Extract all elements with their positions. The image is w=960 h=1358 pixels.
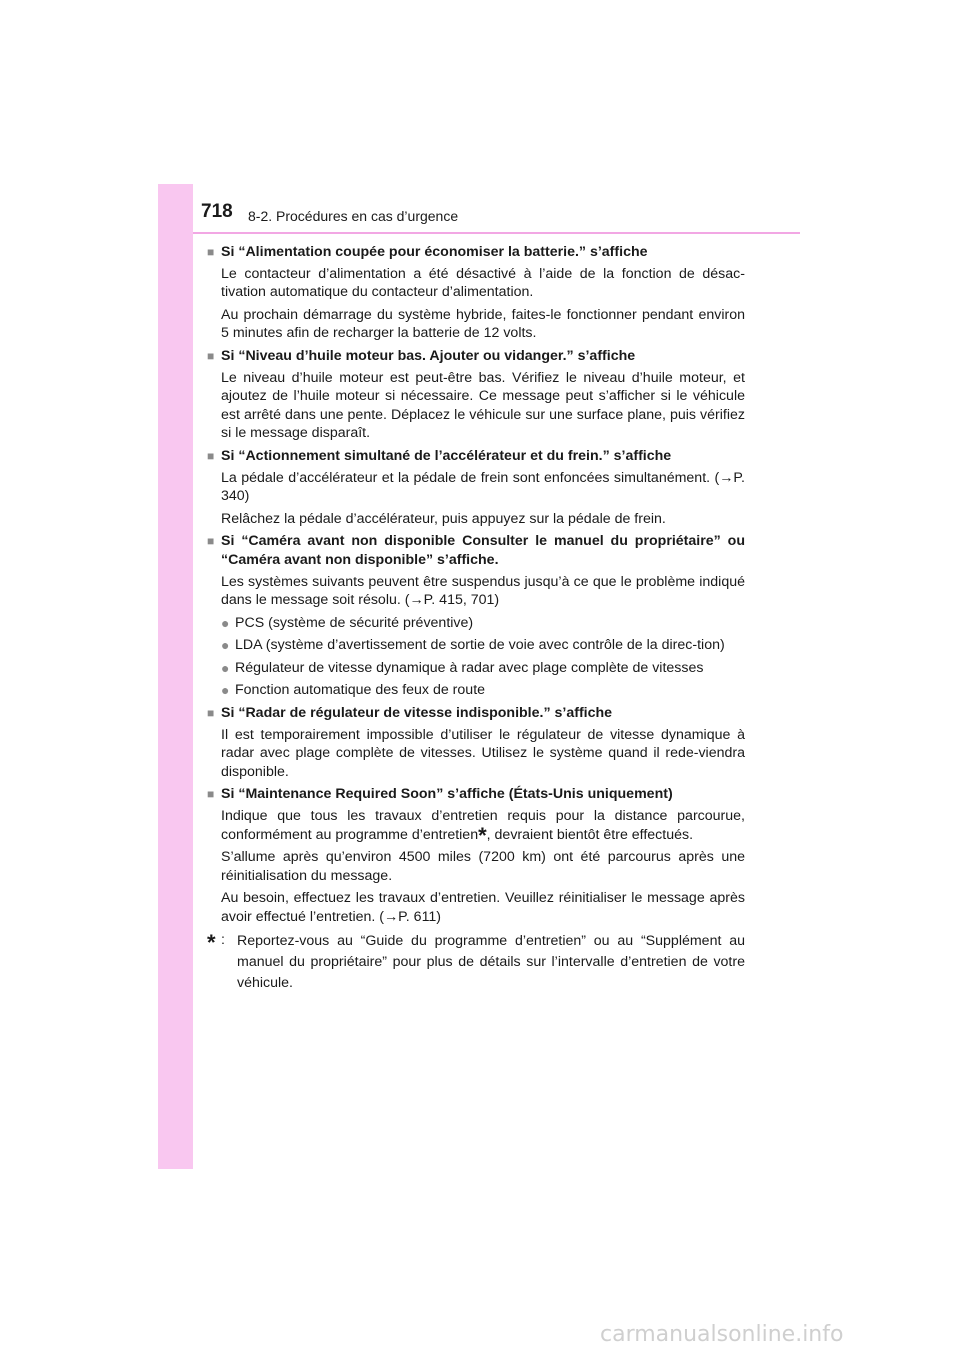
watermark: carmanualsonline.info — [600, 1322, 844, 1347]
section-4 — [207, 532, 745, 700]
round-bullet-icon: ● — [221, 659, 230, 676]
section-heading: Si “Maintenance Required Soon” s’affiche (États-Unis uniquement) — [221, 786, 673, 803]
paragraph: Les systèmes suivants peuvent être suspendus jusqu’à ce que le problème indiqué dans le message soit résolu. (→P. 415, 701) — [221, 573, 745, 609]
paragraph: Indique que tous les travaux d’entretien requis pour la distance parcourue, conformément au programme d’entretien*, devraient bientôt être effectués. — [221, 808, 745, 848]
section-heading: Si “Caméra avant non disponible Consulter le manuel du propriétaire” ou “Caméra avant non disponible” s’affiche. — [221, 533, 745, 568]
section-1 — [207, 243, 745, 343]
square-bullet-icon: ■ — [207, 245, 215, 259]
list-item: ● Régulateur de vitesse dynamique à radar avec plage complète de vitesses — [221, 659, 704, 676]
footnote-text: Reportez-vous au “Guide du programme d’entretien” ou au “Supplément au manuel du propriétaire” pour plus de détails sur l’intervalle d’entretien de votre véhicule. — [237, 932, 745, 991]
list-item: ● LDA (système d’avertissement de sortie de voie avec contrôle de la direc-tion) — [221, 637, 725, 654]
paragraph: Le niveau d’huile moteur est peut-être bas. Vérifiez le niveau d’huile moteur, et ajoutez de l’huile moteur si nécessaire. Ce message peut s’afficher si le véhicule est arrêté dans une pente. Déplacez le véhicule sur une surface plane, puis vérifiez si le message disparaît. — [221, 369, 745, 442]
round-bullet-icon: ● — [221, 637, 230, 654]
round-bullet-icon: ● — [221, 614, 230, 631]
paragraph: S’allume après qu’environ 4500 miles (7200 km) ont été parcourus après une réinitialisation du message. — [221, 849, 745, 884]
list-item: ● PCS (système de sécurité préventive) — [221, 614, 474, 631]
section-heading: Si “Niveau d’huile moteur bas. Ajouter ou vidanger.” s’affiche — [221, 347, 636, 364]
section-5 — [207, 704, 745, 781]
paragraph: Au prochain démarrage du système hybride, faites-le fonctionner pendant environ 5 minutes afin de recharger la batterie de 12 volts. — [221, 306, 745, 342]
footnote-asterisk: * — [478, 822, 487, 848]
section-maintenance — [207, 785, 745, 926]
paragraph: Le contacteur d’alimentation a été désactivé à l’aide de la fonction de désac-tivation automatique du contacteur d’alimentation. — [221, 265, 745, 301]
list-item: ● Fonction automatique des feux de route — [221, 682, 486, 699]
section-title: 8-2. Procédures en cas d’urgence — [248, 208, 459, 224]
paragraph: Il est temporairement impossible d’utiliser le régulateur de vitesse dynamique à radar avec plage complète de vitesses. Utilisez le système quand il rede-viendra disponible. — [221, 726, 745, 780]
section-3 — [207, 447, 745, 528]
section-2 — [207, 347, 745, 443]
page-number: 718 — [201, 201, 233, 222]
square-bullet-icon: ■ — [207, 706, 215, 721]
section-heading: Si “Actionnement simultané de l’accélérateur et du frein.” s’affiche — [221, 447, 672, 464]
footnote-mark: * — [207, 929, 216, 955]
header-divider — [193, 232, 800, 234]
square-bullet-icon: ■ — [207, 787, 215, 802]
paragraph: Relâchez la pédale d’accélérateur, puis appuyez sur la pédale de frein. — [221, 510, 666, 527]
paragraph: La pédale d’accélérateur et la pédale de frein sont enfoncées simultanément. (→P. 340) — [221, 469, 745, 505]
footnote: * : Reportez-vous au “Guide du programme d’entretien” ou au “Supplément au manuel du propriétaire” pour plus de détails sur l’intervalle d’entretien de votre véhicule. — [207, 931, 745, 994]
page-content — [207, 243, 745, 994]
round-bullet-icon: ● — [221, 682, 230, 699]
paragraph: Au besoin, effectuez les travaux d’entretien. Veuillez réinitialiser le message après avoir effectué l’entretien. (→P. 611) — [221, 890, 745, 925]
section-heading: Si “Alimentation coupée pour économiser la batterie.” s’affiche — [221, 244, 648, 260]
square-bullet-icon: ■ — [207, 534, 215, 549]
square-bullet-icon: ■ — [207, 448, 215, 463]
square-bullet-icon: ■ — [207, 348, 215, 363]
section-heading: Si “Radar de régulateur de vitesse indisponible.” s’affiche — [221, 705, 613, 722]
chapter-tab-bar — [158, 184, 193, 1169]
